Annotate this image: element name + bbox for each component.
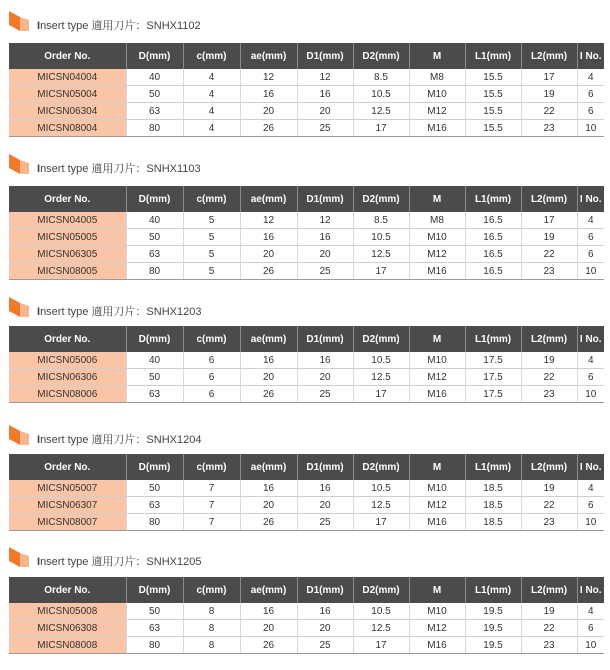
column-header: M — [409, 326, 465, 352]
section-heading — [9, 546, 604, 568]
table-cell: 25 — [297, 514, 353, 531]
table-cell: 10.5 — [353, 229, 409, 246]
column-header: M — [409, 43, 465, 69]
table-cell: 15.5 — [465, 120, 521, 137]
table-cell: M12 — [409, 497, 465, 514]
table-cell: M12 — [409, 369, 465, 386]
table-cell: M16 — [409, 514, 465, 531]
table-cell: 10 — [577, 637, 604, 654]
table-header-row — [9, 43, 604, 69]
order-number-cell: MICSN08007 — [9, 514, 126, 531]
section-heading — [9, 424, 604, 446]
column-header: D(mm) — [126, 186, 183, 212]
column-header: D(mm) — [126, 577, 183, 603]
table-cell: 16 — [240, 603, 297, 620]
table-cell: 22 — [521, 246, 577, 263]
table-cell: M16 — [409, 386, 465, 403]
table-cell: 63 — [126, 386, 183, 403]
table-cell: 16 — [297, 86, 353, 103]
spec-table — [9, 454, 604, 531]
table-cell: 20 — [297, 103, 353, 120]
table-cell: 4 — [577, 352, 604, 369]
table-cell: M10 — [409, 229, 465, 246]
insert-type-chinese: 適用刀片： — [91, 20, 147, 32]
table-cell: 4 — [183, 69, 240, 86]
table-cell: 25 — [297, 386, 353, 403]
table-cell: 40 — [126, 212, 183, 229]
table-cell: 63 — [126, 246, 183, 263]
table-cell: M10 — [409, 86, 465, 103]
insert-type-chinese: 適用刀片： — [91, 434, 147, 446]
table-cell: 12.5 — [353, 246, 409, 263]
table-cell: 15.5 — [465, 103, 521, 120]
table-cell: 8 — [183, 620, 240, 637]
table-cell: 12.5 — [353, 497, 409, 514]
table-cell: 17 — [521, 69, 577, 86]
table-cell: 80 — [126, 263, 183, 280]
order-number-cell: MICSN08008 — [9, 637, 126, 654]
table-row — [9, 352, 604, 369]
column-header: D(mm) — [126, 454, 183, 480]
insert-code: SNHX1205 — [146, 556, 202, 568]
insert-type-label — [37, 303, 201, 319]
table-cell: 6 — [183, 386, 240, 403]
table-cell: 20 — [240, 103, 297, 120]
table-cell: 15.5 — [465, 69, 521, 86]
table-cell: 16 — [240, 352, 297, 369]
table-cell: 17.5 — [465, 386, 521, 403]
table-cell: 20 — [240, 369, 297, 386]
insert-type-initial: I — [37, 306, 41, 318]
insert-type-label — [37, 431, 201, 447]
table-cell: M12 — [409, 620, 465, 637]
column-header: D2(mm) — [353, 43, 409, 69]
column-header: ae(mm) — [240, 454, 297, 480]
table-cell: 16.5 — [465, 263, 521, 280]
table-cell: 40 — [126, 69, 183, 86]
table-cell: 10.5 — [353, 86, 409, 103]
table-cell: 15.5 — [465, 86, 521, 103]
table-cell: 22 — [521, 103, 577, 120]
table-cell: 19 — [521, 352, 577, 369]
table-cell: M10 — [409, 603, 465, 620]
table-cell: 20 — [297, 497, 353, 514]
order-number-cell: MICSN05006 — [9, 352, 126, 369]
column-header: c(mm) — [183, 577, 240, 603]
column-header: D2(mm) — [353, 186, 409, 212]
order-number-cell: MICSN06306 — [9, 369, 126, 386]
table-cell: 26 — [240, 120, 297, 137]
table-cell: 6 — [577, 620, 604, 637]
insert-type-prefix: nsert type — [40, 20, 92, 32]
column-header: D2(mm) — [353, 454, 409, 480]
order-number-cell: MICSN05007 — [9, 480, 126, 497]
table-row — [9, 103, 604, 120]
column-header: D2(mm) — [353, 577, 409, 603]
table-row — [9, 263, 604, 280]
table-cell: M12 — [409, 103, 465, 120]
table-cell: 23 — [521, 120, 577, 137]
table-cell: 18.5 — [465, 497, 521, 514]
table-cell: 23 — [521, 637, 577, 654]
column-header: L2(mm) — [521, 577, 577, 603]
table-cell: 63 — [126, 497, 183, 514]
table-cell: 12 — [297, 69, 353, 86]
column-header: D(mm) — [126, 326, 183, 352]
column-header: M — [409, 454, 465, 480]
table-cell: M10 — [409, 352, 465, 369]
table-cell: 18.5 — [465, 514, 521, 531]
column-header: D2(mm) — [353, 326, 409, 352]
table-row — [9, 386, 604, 403]
table-cell: 10.5 — [353, 352, 409, 369]
order-number-cell: MICSN05005 — [9, 229, 126, 246]
spec-section — [9, 546, 604, 656]
table-row — [9, 229, 604, 246]
table-cell: 80 — [126, 120, 183, 137]
orange-flag-icon — [9, 547, 29, 567]
table-cell: 25 — [297, 637, 353, 654]
table-cell: 17 — [353, 386, 409, 403]
table-cell: 6 — [577, 103, 604, 120]
column-header: M — [409, 186, 465, 212]
table-cell: 6 — [577, 369, 604, 386]
table-cell: 20 — [240, 497, 297, 514]
column-header: L2(mm) — [521, 454, 577, 480]
table-cell: 17 — [353, 637, 409, 654]
table-cell: 10 — [577, 514, 604, 531]
insert-type-initial: I — [37, 163, 41, 175]
table-header-row — [9, 577, 604, 603]
table-cell: 20 — [240, 620, 297, 637]
table-cell: 4 — [577, 69, 604, 86]
order-number-cell: MICSN08004 — [9, 120, 126, 137]
insert-type-chinese: 適用刀片： — [91, 163, 147, 175]
table-cell: 16 — [297, 480, 353, 497]
table-header-row — [9, 454, 604, 480]
order-number-cell: MICSN06304 — [9, 103, 126, 120]
table-row — [9, 369, 604, 386]
table-cell: 5 — [183, 212, 240, 229]
insert-type-prefix: nsert type — [40, 306, 92, 318]
table-cell: 12 — [240, 212, 297, 229]
column-header: L1(mm) — [465, 43, 521, 69]
table-cell: 50 — [126, 603, 183, 620]
table-cell: 19 — [521, 480, 577, 497]
table-cell: 4 — [577, 212, 604, 229]
table-cell: 20 — [297, 369, 353, 386]
table-cell: 26 — [240, 263, 297, 280]
column-header: c(mm) — [183, 43, 240, 69]
column-header: D(mm) — [126, 43, 183, 69]
column-header: D1(mm) — [297, 186, 353, 212]
order-number-cell: MICSN06308 — [9, 620, 126, 637]
column-header: L2(mm) — [521, 43, 577, 69]
table-cell: 19 — [521, 86, 577, 103]
insert-type-initial: I — [37, 556, 41, 568]
table-cell: 16 — [297, 352, 353, 369]
table-cell: 19.5 — [465, 637, 521, 654]
orange-flag-icon — [9, 154, 29, 174]
spec-table — [9, 43, 604, 137]
table-cell: 5 — [183, 263, 240, 280]
column-header: L2(mm) — [521, 186, 577, 212]
order-number-cell: MICSN06307 — [9, 497, 126, 514]
column-header: L2(mm) — [521, 326, 577, 352]
table-cell: 12.5 — [353, 369, 409, 386]
column-header: I No. — [577, 577, 604, 603]
orange-flag-icon — [9, 425, 29, 445]
table-cell: 6 — [183, 369, 240, 386]
table-row — [9, 480, 604, 497]
column-header: I No. — [577, 43, 604, 69]
table-cell: 12 — [297, 212, 353, 229]
orange-flag-icon — [9, 11, 29, 31]
table-row — [9, 620, 604, 637]
table-cell: 50 — [126, 369, 183, 386]
column-header: Order No. — [9, 186, 126, 212]
column-header: D1(mm) — [297, 326, 353, 352]
table-cell: 23 — [521, 514, 577, 531]
table-cell: 63 — [126, 620, 183, 637]
table-cell: 4 — [183, 120, 240, 137]
table-cell: 19.5 — [465, 620, 521, 637]
table-cell: M16 — [409, 120, 465, 137]
table-cell: 20 — [297, 620, 353, 637]
insert-code: SNHX1203 — [146, 306, 202, 318]
table-cell: 6 — [183, 352, 240, 369]
table-cell: M16 — [409, 263, 465, 280]
column-header: Order No. — [9, 43, 126, 69]
table-row — [9, 514, 604, 531]
column-header: D1(mm) — [297, 454, 353, 480]
insert-type-chinese: 適用刀片： — [91, 556, 147, 568]
table-row — [9, 69, 604, 86]
table-cell: 25 — [297, 120, 353, 137]
table-header-row — [9, 186, 604, 212]
column-header: I No. — [577, 326, 604, 352]
column-header: c(mm) — [183, 186, 240, 212]
spec-section — [9, 424, 604, 533]
table-cell: 23 — [521, 263, 577, 280]
table-cell: M12 — [409, 246, 465, 263]
insert-type-prefix: nsert type — [40, 163, 92, 175]
table-cell: 10 — [577, 263, 604, 280]
table-cell: 17 — [353, 120, 409, 137]
table-cell: 50 — [126, 229, 183, 246]
table-row — [9, 603, 604, 620]
table-cell: 22 — [521, 497, 577, 514]
table-cell: 4 — [183, 103, 240, 120]
insert-code: SNHX1103 — [146, 163, 201, 175]
table-cell: 6 — [577, 246, 604, 263]
column-header: L1(mm) — [465, 577, 521, 603]
table-cell: 26 — [240, 386, 297, 403]
table-cell: 18.5 — [465, 480, 521, 497]
column-header: I No. — [577, 186, 604, 212]
table-cell: 80 — [126, 637, 183, 654]
table-cell: 12.5 — [353, 103, 409, 120]
section-heading — [9, 296, 604, 318]
table-cell: 16 — [240, 229, 297, 246]
table-cell: 8.5 — [353, 69, 409, 86]
table-row — [9, 246, 604, 263]
column-header: Order No. — [9, 454, 126, 480]
column-header: I No. — [577, 454, 604, 480]
table-cell: 17.5 — [465, 352, 521, 369]
spec-table — [9, 326, 604, 403]
table-cell: 16.5 — [465, 212, 521, 229]
table-cell: 7 — [183, 497, 240, 514]
spec-section — [9, 296, 604, 405]
insert-type-prefix: nsert type — [40, 434, 92, 446]
order-number-cell: MICSN08006 — [9, 386, 126, 403]
order-number-cell: MICSN04004 — [9, 69, 126, 86]
table-cell: 16.5 — [465, 246, 521, 263]
table-cell: 26 — [240, 514, 297, 531]
table-cell: 4 — [183, 86, 240, 103]
column-header: ae(mm) — [240, 326, 297, 352]
insert-type-prefix: nsert type — [40, 556, 92, 568]
order-number-cell: MICSN05008 — [9, 603, 126, 620]
table-cell: 16.5 — [465, 229, 521, 246]
column-header: ae(mm) — [240, 577, 297, 603]
table-row — [9, 86, 604, 103]
column-header: L1(mm) — [465, 454, 521, 480]
table-cell: 7 — [183, 480, 240, 497]
insert-type-label — [37, 553, 201, 569]
table-cell: 17 — [521, 212, 577, 229]
table-cell: 17 — [353, 263, 409, 280]
order-number-cell: MICSN06305 — [9, 246, 126, 263]
table-cell: 19.5 — [465, 603, 521, 620]
insert-type-initial: I — [37, 20, 41, 32]
table-cell: 16 — [240, 86, 297, 103]
column-header: D1(mm) — [297, 43, 353, 69]
table-cell: 8.5 — [353, 212, 409, 229]
column-header: D1(mm) — [297, 577, 353, 603]
table-cell: 19 — [521, 229, 577, 246]
column-header: c(mm) — [183, 454, 240, 480]
table-row — [9, 637, 604, 654]
table-cell: 17 — [353, 514, 409, 531]
table-cell: 16 — [297, 603, 353, 620]
table-cell: 10 — [577, 386, 604, 403]
column-header: L1(mm) — [465, 186, 521, 212]
table-cell: 19 — [521, 603, 577, 620]
table-cell: 4 — [577, 480, 604, 497]
insert-type-label — [37, 17, 201, 33]
spec-table — [9, 186, 604, 280]
table-cell: 10.5 — [353, 603, 409, 620]
table-cell: M8 — [409, 212, 465, 229]
table-cell: 50 — [126, 86, 183, 103]
table-cell: 80 — [126, 514, 183, 531]
spec-section — [9, 10, 604, 139]
table-cell: M10 — [409, 480, 465, 497]
table-cell: 6 — [577, 229, 604, 246]
table-cell: 50 — [126, 480, 183, 497]
column-header: ae(mm) — [240, 43, 297, 69]
column-header: ae(mm) — [240, 186, 297, 212]
column-header: Order No. — [9, 326, 126, 352]
table-cell: 23 — [521, 386, 577, 403]
insert-code: SNHX1204 — [146, 434, 202, 446]
insert-type-label — [37, 160, 201, 176]
table-cell: M16 — [409, 637, 465, 654]
column-header: L1(mm) — [465, 326, 521, 352]
table-row — [9, 497, 604, 514]
order-number-cell: MICSN08005 — [9, 263, 126, 280]
column-header: c(mm) — [183, 326, 240, 352]
table-cell: 6 — [577, 497, 604, 514]
spec-table — [9, 577, 604, 654]
table-cell: 22 — [521, 369, 577, 386]
insert-type-initial: I — [37, 434, 41, 446]
table-cell: 4 — [577, 603, 604, 620]
table-cell: M8 — [409, 69, 465, 86]
table-cell: 20 — [240, 246, 297, 263]
table-cell: 8 — [183, 637, 240, 654]
table-cell: 25 — [297, 263, 353, 280]
table-cell: 17.5 — [465, 369, 521, 386]
table-cell: 20 — [297, 246, 353, 263]
table-cell: 12 — [240, 69, 297, 86]
table-cell: 6 — [577, 86, 604, 103]
table-cell: 8 — [183, 603, 240, 620]
order-number-cell: MICSN05004 — [9, 86, 126, 103]
insert-code: SNHX1102 — [146, 20, 201, 32]
spec-section — [9, 153, 604, 282]
table-cell: 63 — [126, 103, 183, 120]
table-cell: 22 — [521, 620, 577, 637]
column-header: Order No. — [9, 577, 126, 603]
order-number-cell: MICSN04005 — [9, 212, 126, 229]
table-cell: 12.5 — [353, 620, 409, 637]
column-header: M — [409, 577, 465, 603]
table-cell: 16 — [240, 480, 297, 497]
section-heading — [9, 10, 604, 32]
table-row — [9, 212, 604, 229]
section-heading — [9, 153, 604, 175]
table-cell: 26 — [240, 637, 297, 654]
table-cell: 40 — [126, 352, 183, 369]
table-cell: 10 — [577, 120, 604, 137]
table-cell: 16 — [297, 229, 353, 246]
table-row — [9, 120, 604, 137]
table-header-row — [9, 326, 604, 352]
insert-type-chinese: 適用刀片： — [91, 306, 147, 318]
table-cell: 5 — [183, 229, 240, 246]
table-cell: 7 — [183, 514, 240, 531]
orange-flag-icon — [9, 297, 29, 317]
table-cell: 5 — [183, 246, 240, 263]
table-cell: 10.5 — [353, 480, 409, 497]
